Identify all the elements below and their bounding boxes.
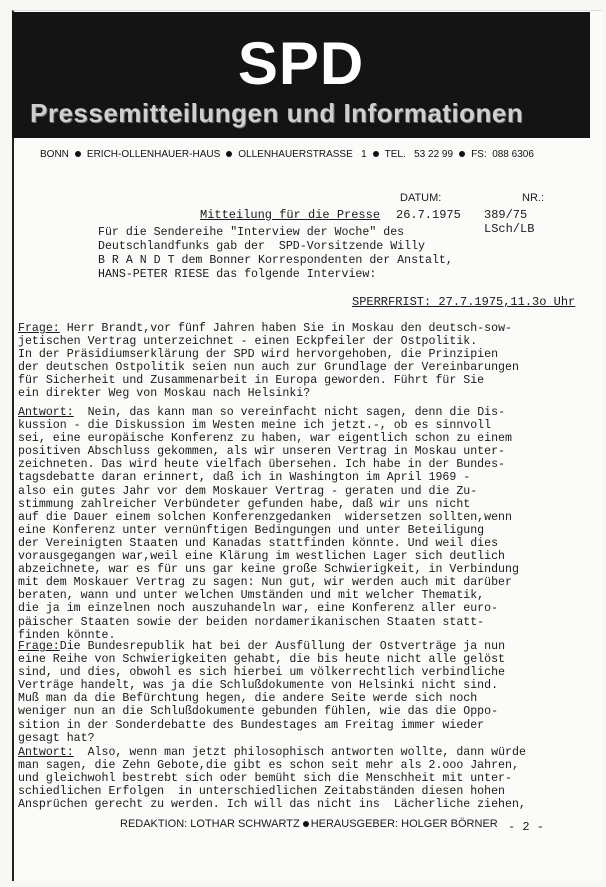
- paragraph-line: zeichneten. Das wird heute vielfach übersehen. Ich habe in der Bundes-: [18, 458, 506, 472]
- intro-line: Für die Sendereihe "Interview der Woche" des: [98, 226, 405, 239]
- paragraph-line: abzeichnete, war es für uns gar keine große Schwierigkeit, in Verbindung: [18, 563, 519, 577]
- page-number: - 2 -: [508, 820, 545, 834]
- bullet-dot: [303, 821, 309, 827]
- address-building: ERICH-OLLENHAUER-HAUS: [86, 149, 221, 160]
- paragraph-line: Ansprüchen gerecht zu werden. Ich will das nicht ins Lächerliche ziehen,: [18, 798, 526, 812]
- bullet-dot: [459, 151, 465, 157]
- paragraph-line: der Vereinigten Staaten und Kanadas stattfinden könnte. Und weil dies: [18, 536, 499, 550]
- paragraph-line: tagsdebatte daran erinnert, daß ich in Washington im April 1969 -: [18, 471, 471, 485]
- paragraph-line: eine Konferenz unter vernünftigen Bedingungen und unter Beteiligung: [18, 523, 485, 537]
- document-date: 26.7.1975: [396, 208, 461, 222]
- paragraph-line: die ja im einzelnen noch auszuhandeln war, eine Konferenz aller euro-: [18, 602, 499, 616]
- paragraph-line: auf die Dauer einem solchen Konferenzgedanken widersetzen sollten,wenn: [18, 510, 512, 524]
- paragraph-line: Verträge handelt, was ja die Schlußdokumente von Helsinki nicht sind.: [18, 679, 499, 693]
- paragraph-line: eine Reihe von Schwierigkeiten gehabt, die bis heute nicht alle gelöst: [18, 653, 506, 667]
- answer-1: [18, 406, 590, 642]
- paragraph-line: finden könnte.: [18, 628, 116, 642]
- paragraph-line: ein direkter Weg von Moskau nach Helsinki?: [18, 387, 311, 401]
- paragraph-line: man sagen, die Zehn Gebote,die gibt es schon seit mehr als 2.ooo Jahren,: [18, 759, 519, 773]
- paragraph-line: päischer Staaten sowie der beiden nordamerikanischen Staaten statt-: [18, 615, 485, 629]
- paragraph-line: weniger nun an die Schlußdokumente gebunden fühlen, wie das die Oppo-: [18, 705, 499, 719]
- masthead-subtitle: Pressemitteilungen und Informationen: [30, 98, 524, 128]
- paragraph-line: Die Bundesrepublik hat bei der Ausfüllung der Ostverträge ja nun: [59, 640, 506, 653]
- paragraph-line: Muß man da die Befürchtung hegen, die andere Seite werde sich noch: [18, 692, 478, 706]
- document-reference: LSch/LB: [484, 222, 535, 236]
- answer-2: [18, 746, 590, 811]
- question-label: Frage:: [18, 322, 60, 335]
- intro-line: Deutschlandfunks gab der SPD-Vorsitzende Willy: [98, 240, 425, 253]
- paragraph-line: Nein, das kann man so vereinfacht nicht sagen, denn die Dis-: [73, 406, 506, 419]
- paragraph-line: vorausgegangen war,weil eine Klärung im westlichen Lager sich deutlich: [18, 550, 506, 564]
- paragraph-line: gesagt hat?: [18, 731, 95, 745]
- paragraph-line: schiedlichen Erfolgen in unterschiedlichen Zeitabständen diesen hohen: [18, 785, 506, 799]
- sperrfrist-note: SPERRFRIST: 27.7.1975,11.3o Uhr: [352, 295, 576, 309]
- tel-label: TEL.: [384, 149, 406, 160]
- question-1: [18, 322, 590, 401]
- paragraph-line: sition in der Sonderdebatte des Bundestages am Freitag immer wieder: [18, 718, 485, 732]
- footer-credits: [120, 818, 498, 830]
- intro-line: B R A N D T dem Bonner Korrespondenten der Anstalt,: [98, 254, 453, 267]
- paragraph-line: und gleichwohl bestrebt sich oder bemüht sich die Menschheit mit unter-: [18, 772, 512, 786]
- footer-herausgeber: HERAUSGEBER: HOLGER BÖRNER: [310, 818, 498, 830]
- spd-logo: SPD: [237, 30, 365, 97]
- document-number: 389/75: [484, 208, 528, 222]
- paragraph-line: sind, und dies, obwohl es sich hierbei um völkerrechtlich verbindliche: [18, 666, 506, 680]
- address-line: [40, 149, 534, 160]
- paragraph-line: sei, eine europäische Konferenz zu haben, war eigentlich schon zu einem: [18, 432, 512, 446]
- fs-label: FS:: [471, 149, 487, 160]
- paragraph-line: der deutschen Ostpolitik seien nun auch zur Grundlage der Vereinbarungen: [18, 361, 519, 375]
- paragraph-line: also ein gutes Jahr vor dem Moskauer Vertrag - geraten und die Zu-: [18, 484, 478, 498]
- address-number: 1: [361, 149, 367, 160]
- intro-text: [98, 226, 498, 282]
- paragraph-line: stimmung zahlreicher Verbündeter gefunden habe, daß wir uns nicht: [18, 497, 471, 511]
- fs-number: 088 6306: [492, 149, 534, 160]
- paragraph-line: Also, wenn man jetzt philosophisch antworten wollte, dann würde: [73, 746, 526, 759]
- masthead-banner: [12, 12, 590, 138]
- datum-label: DATUM:: [400, 192, 442, 204]
- paragraph-line: für Sicherheit und Zusammenarbeit in Europa geworden. Führt für Sie: [18, 374, 485, 388]
- answer-label: Antwort:: [18, 746, 74, 759]
- footer-redaktion: REDAKTION: LOTHAR SCHWARTZ: [120, 818, 300, 830]
- bullet-dot: [75, 151, 81, 157]
- question-label: Frage:: [18, 640, 60, 653]
- bullet-dot: [226, 151, 232, 157]
- tel-number: 53 22 99: [414, 149, 454, 160]
- paragraph-line: mit dem Moskauer Vertrag zu sagen: Nun gut, wir werden auch mit darüber: [18, 576, 512, 590]
- intro-line: HANS-PETER RIESE das folgende Interview:: [98, 268, 377, 281]
- address-street: OLLENHAUERSTRASSE: [238, 149, 353, 160]
- paragraph-line: jetischen Vertrag unterzeichnet - einen Eckpfeiler der Ostpolitik.: [18, 335, 478, 349]
- paragraph-line: Herr Brandt,vor fünf Jahren haben Sie in Moskau den deutsch-sow-: [59, 322, 512, 335]
- bullet-dot: [373, 151, 379, 157]
- address-city: BONN: [40, 149, 69, 160]
- paragraph-line: In der Präsidiumserklärung der SPD wird hervorgehoben, die Prinzipien: [18, 348, 499, 362]
- answer-label: Antwort:: [18, 406, 74, 419]
- paragraph-line: positiven Abschluss gekommen, als wir unseren Vertrag in Moskau unter-: [18, 445, 506, 459]
- paragraph-line: beraten, wann und unter welchen Umständen und mit welcher Thematik,: [18, 589, 485, 603]
- nr-label: NR.:: [522, 192, 544, 204]
- paragraph-line: kussion - die Diskussion im Westen meine ich jetzt.-, ob es sinnvoll: [18, 419, 492, 433]
- document-heading: Mitteilung für die Presse: [200, 208, 381, 222]
- question-2: [18, 640, 590, 745]
